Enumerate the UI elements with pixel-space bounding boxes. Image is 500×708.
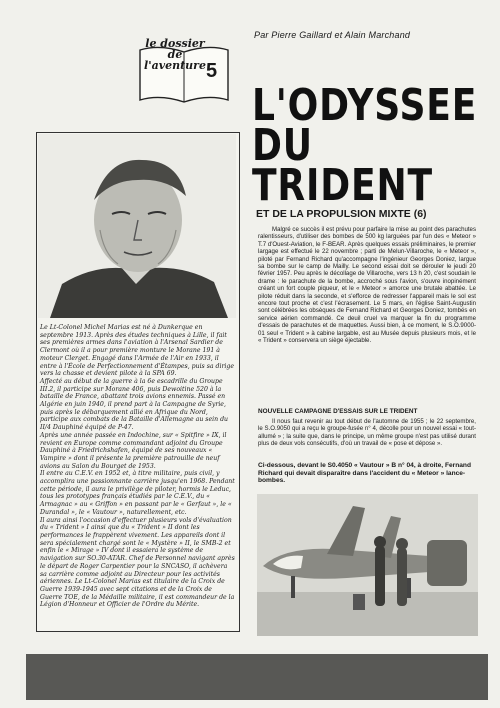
bio-paragraph: Le Lt-Colonel Michel Marias est né à Dunkerque en septembre 1913. Après des études techniques à Lille, il fait ses premières armes dans l'aviation à l'Arsenal Sardier de Clermont où il a pour première monture le Morane 191 à moteur Clerget. Engagé dans l'Armée de l'Air en 1933, il entre à l'École de Perfectionnement d'Étampes, puis sa dirige vers la chasse et devient pilote à la SPA 69. (40, 324, 235, 378)
bio-paragraph: Après une année passée en Indochine, sur « Spitfire » IX, il revient en Europe comme commandant adjoint du Groupe Dauphiné à Friedrichshafen, équipé de ses nouveaux « Vampire » dont il présente la première patrouille de neuf avions au Salon du Bourget de 1953. (40, 431, 227, 470)
title-line-1: L'ODYSSEE (252, 80, 478, 131)
bio-paragraph: Il aura ainsi l'occasion d'effectuer plusieurs vols d'évaluation du « Trident » I ainsi que du « Trident » II dont les performances le frappèrent vivement. Les appareils dont il sera spécialement chargé sont le « Mystère » II, le SMB-2 et enfin le « Mirage » IV dont il essaiera le système de navigation sur SO.30-ATAR. Chef de Personnel navigant après le départ de Roger Carpentier pour la SNCASO, il achèvera sa carrière comme adjoint au Directeur pour les activités aériennes. Le Lt-Colonel Marias est titulaire de la Croix de Guerre 1939-1945 avec sept citations et de la Croix de Guerre TOE, de la Médaille militaire, il est commandeur de la Légion d'Honneur et Officier de l'Ordre du Mérite. (40, 516, 235, 609)
article-subtitle: ET DE LA PROPULSION MIXTE (6) (256, 208, 427, 220)
article-title (252, 80, 478, 211)
portrait-photo (38, 134, 236, 318)
intro-paragraph: Malgré ce succès il est prévu pour parfaire la mise au point des parachutes ralentisseurs, d'utiliser des bombes de 500 kg larguées par l'un des « Meteor » T.7 d'Ouest-Aviation, le F-BEAR. Après quelques essais préliminaires, le premier largage est effectué le 22 novembre ; parti de Melun-Villaroche, le « Meteor », piloté par Fernand Richard qu'accompagne l'ingénieur Georges Doniez, largue sa bombe sur le camp de Mailly. Le second essai doit se dérouler le jeudi 20 février 1957. Peu après le décollage de Villaroche, vers 13 h 20, c'est soudain le drame : le parachute de la bombe, accroché sous l'avion, s'ouvre inopinément créant un fort couple piqueur, et le « Meteor » amorce une brutale abattée. Le pilote réduit dans la seconde, et s'efforce de redresser l'appareil mais le sol est encore tout proche et c'est l'écrasement. Le 5 mars, en l'église Saint-Augustin sont célébrées les obsèques de Fernand Richard et Georges Doniez, tombés en service aérien commandé. Ce deuil cruel va marquer la fin du programme d'essais de parachutes et de maquettes. Aussi bien, à ce moment, le S.O.9000-01 seul « Trident » à cabine largable, est au Musée depuis plusieurs mois, et le « Trident » conservera un siège éjectable. (258, 226, 476, 345)
bio-paragraph: Il entre au C.E.V. en 1952 et, à titre militaire, puis civil, y accomplira une passionnante carrière jusqu'en 1968. Pendant cette période, il aura le privilège de piloter, hormis le Leduc, tous les prototypes français étudiés par le C.E.V., du « Armagnac » au « Griffon » en passant par le « Gerfaut », le « Durandal », le « Vautour », naturellement, etc. (40, 470, 235, 516)
bio-paragraph: Affecté au début de la guerre à la 6e escadrille du Groupe III.2, il participe sur Morane 406, puis Dewoitine 520 à la bataille de France, abattant trois avions ennemis. Passé en Algérie en juin 1940, il prend part à la Campagne de Syrie, puis après le débarquement allié en Afrique du Nord, participe aux combats de la Bataille d'Allemagne au sein du II/4 Dauphiné équipé de P-47. (40, 377, 229, 432)
badge-number: 5 (206, 60, 218, 82)
photo-caption: Ci-dessous, devant le S0.4050 « Vautour » B n° 04, à droite, Fernand Richard qui devait disparaître dans l'accident du « Meteor » lance-bombes. (258, 462, 471, 485)
section-paragraph: Il nous faut revenir au tout début de l'automne de 1955 ; le 22 septembre, le S.O.9050 qui a reçu le groupe-fusée n° 4, décolle pour un nouvel essai « tout-allumé » ; la suite que, dans le principe, un même groupe n'est pas utilisé durant plus de deux vols consécutifs, d'où un travail de « pose et dépose ». (258, 418, 476, 448)
badge-label: le dossier de l'aventure (144, 37, 206, 72)
biography-text (40, 324, 236, 609)
section-heading: NOUVELLE CAMPAGNE D'ESSAIS SUR LE TRIDENT (258, 408, 418, 415)
byline: Par Pierre Gaillard et Alain Marchand (254, 30, 411, 40)
aircraft-photo (257, 494, 478, 636)
title-line-3: TRIDENT (252, 160, 433, 211)
title-line-2: DU (252, 120, 313, 171)
bottom-border-bar (26, 654, 488, 700)
